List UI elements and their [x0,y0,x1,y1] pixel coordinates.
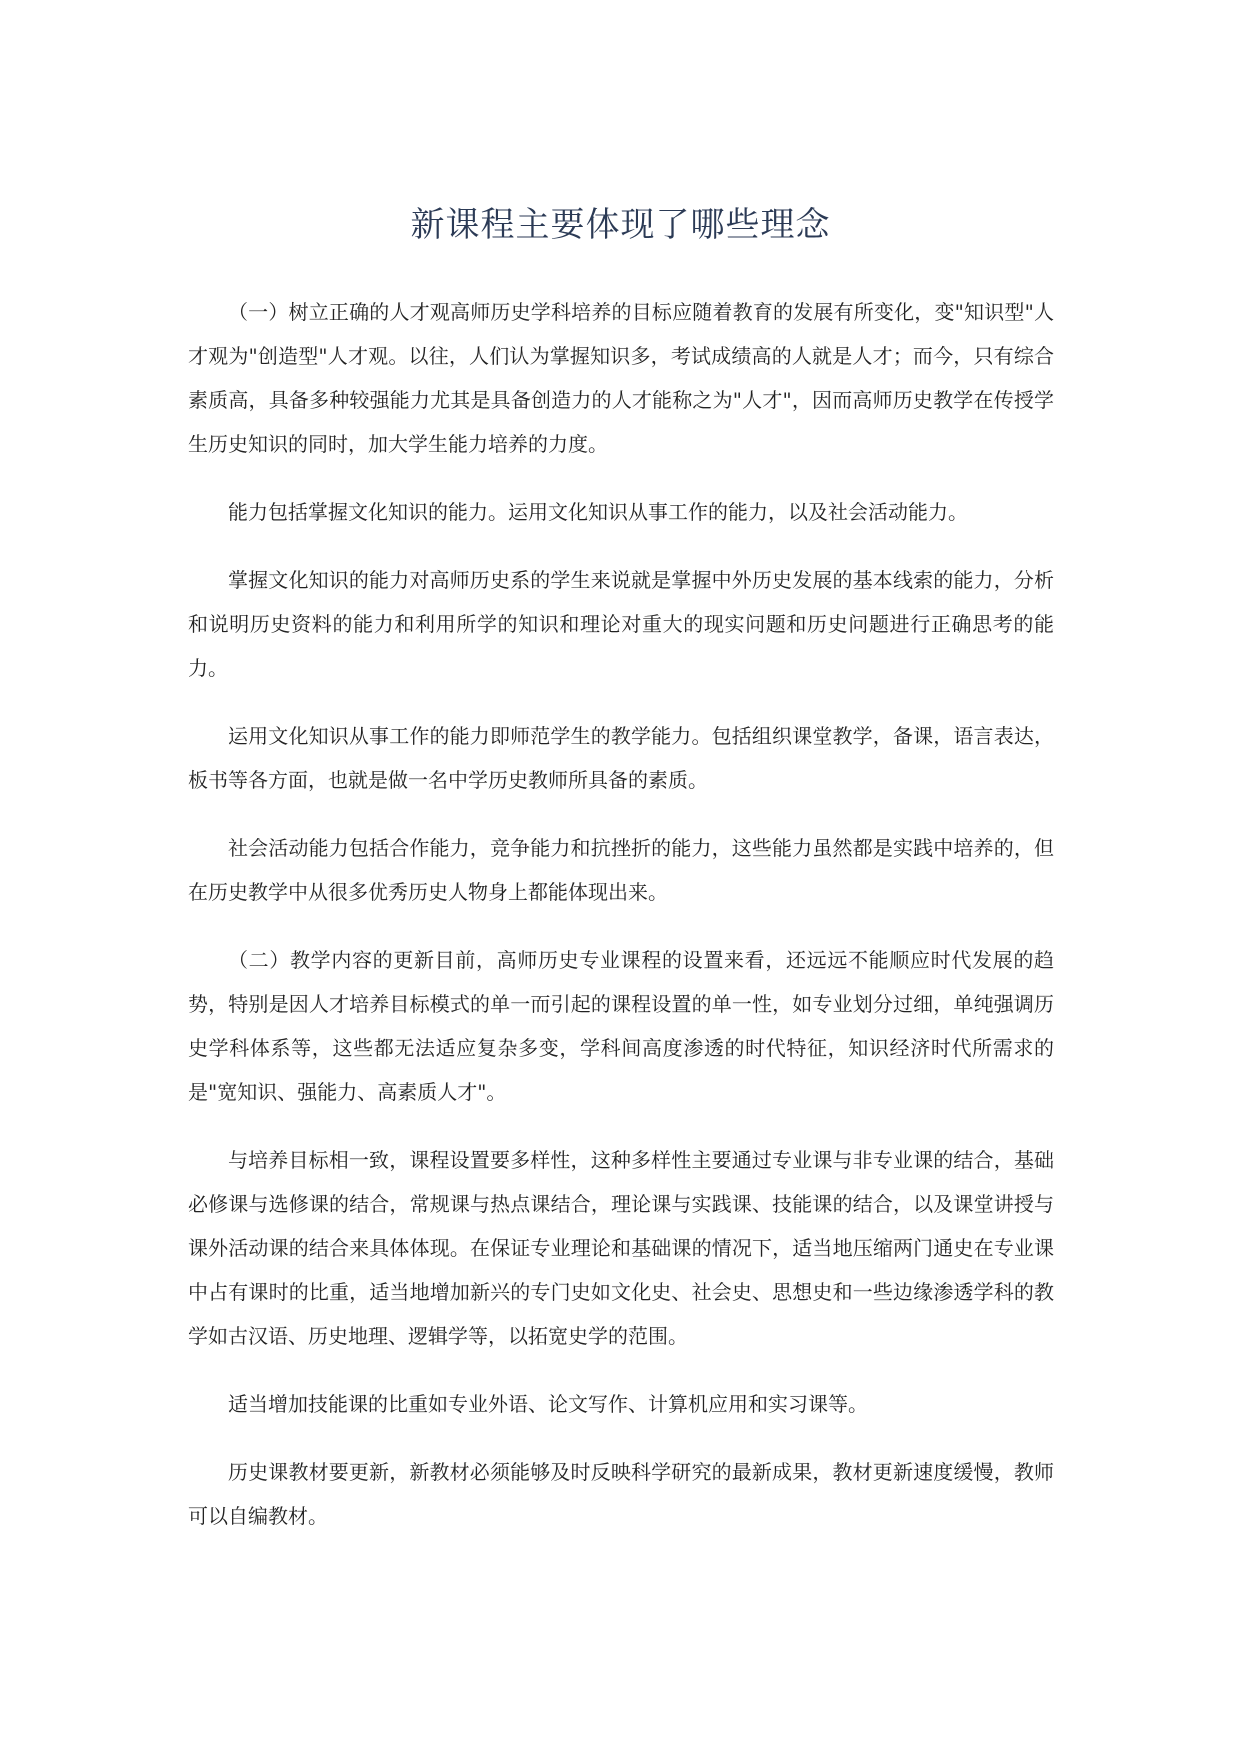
document-body [188,290,1054,1562]
paragraph-5: 社会活动能力包括合作能力，竞争能力和抗挫折的能力，这些能力虽然都是实践中培养的，但在历史教学中从很多优秀历史人物身上都能体现出来。 [188,836,1054,904]
paragraph-2: 能力包括掌握文化知识的能力。运用文化知识从事工作的能力，以及社会活动能力。 [228,500,968,524]
paragraph-9: 历史课教材要更新，新教材必须能够及时反映科学研究的最新成果，教材更新速度缓慢，教师可以自编教材。 [188,1460,1054,1528]
page-title: 新课程主要体现了哪些理念 [410,205,831,245]
paragraph-8: 适当增加技能课的比重如专业外语、论文写作、计算机应用和实习课等。 [228,1392,868,1416]
paragraph-1: （一）树立正确的人才观高师历史学科培养的目标应随着教育的发展有所变化，变"知识型"人才观为"创造型"人才观。以往，人们认为掌握知识多，考试成绩高的人就是人才；而今，只有综合素质高，具备多种较强能力尤其是具备创造力的人才能称之为"人才"，因而高师历史教学在传授学生历史知识的同时，加大学生能力培养的力度。 [188,300,1054,456]
paragraph-7: 与培养目标相一致，课程设置要多样性，这种多样性主要通过专业课与非专业课的结合，基础必修课与选修课的结合，常规课与热点课结合，理论课与实践课、技能课的结合，以及课堂讲授与课外活动课的结合来具体体现。在保证专业理论和基础课的情况下，适当地压缩两门通史在专业课中占有课时的比重，适当地增加新兴的专门史如文化史、社会史、思想史和一些边缘渗透学科的教学如古汉语、历史地理、逻辑学等，以拓宽史学的范围。 [188,1148,1054,1348]
paragraph-6: （二）教学内容的更新目前，高师历史专业课程的设置来看，还远远不能顺应时代发展的趋势，特别是因人才培养目标模式的单一而引起的课程设置的单一性，如专业划分过细，单纯强调历史学科体系等，这些都无法适应复杂多变，学科间高度渗透的时代特征，知识经济时代所需求的是"宽知识、强能力、高素质人才"。 [188,948,1054,1104]
paragraph-3: 掌握文化知识的能力对高师历史系的学生来说就是掌握中外历史发展的基本线索的能力，分析和说明历史资料的能力和利用所学的知识和理论对重大的现实问题和历史问题进行正确思考的能力。 [188,568,1054,680]
paragraph-4: 运用文化知识从事工作的能力即师范学生的教学能力。包括组织课堂教学，备课，语言表达，板书等各方面，也就是做一名中学历史教师所具备的素质。 [188,724,1054,792]
